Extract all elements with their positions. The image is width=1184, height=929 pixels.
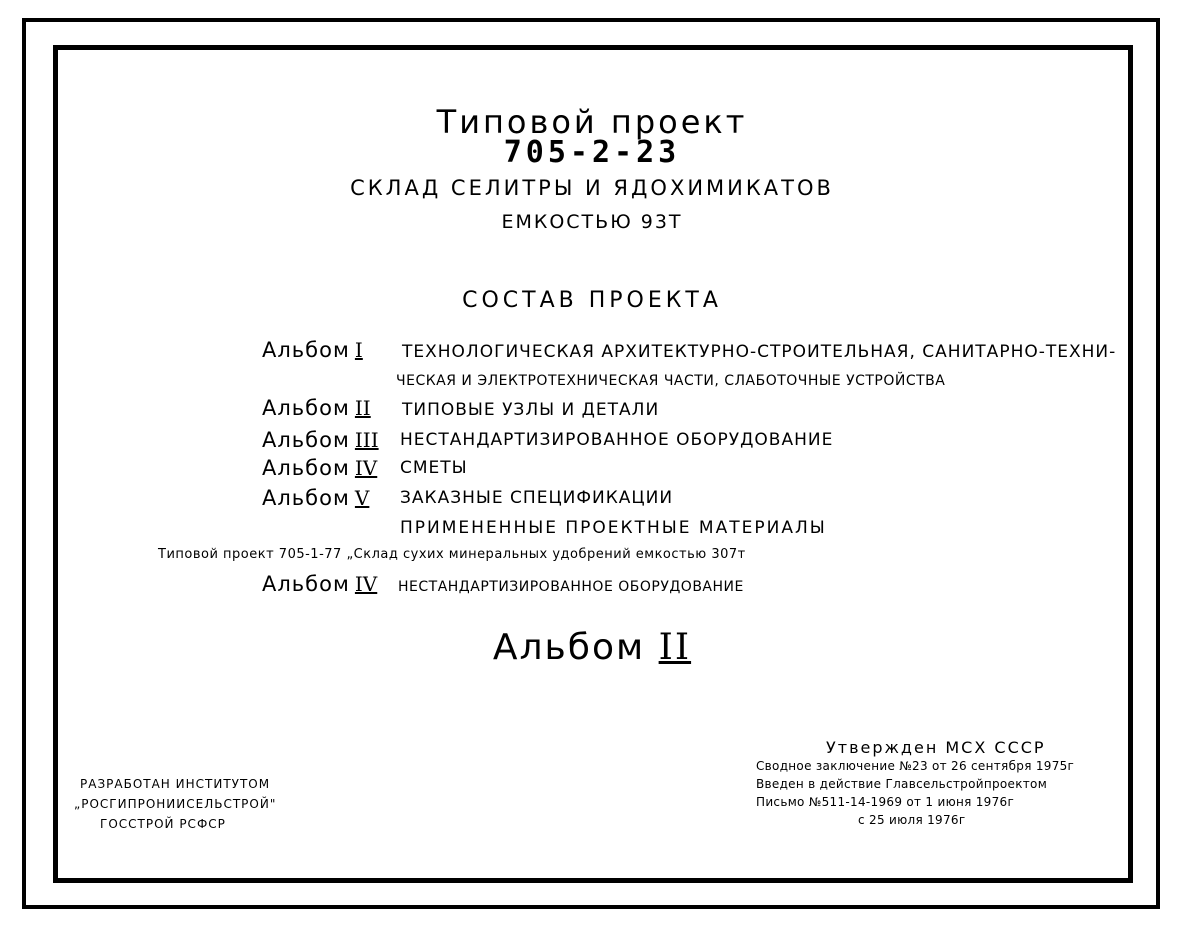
album-label: Альбом	[262, 456, 350, 480]
album-entry-4	[262, 458, 377, 479]
project-capacity: ЕМКОСТЬЮ 93Т	[501, 211, 683, 233]
developer-line-3: ГОССТРОЙ РСФСР	[100, 817, 226, 831]
album-1-description: ТЕХНОЛОГИЧЕСКАЯ АРХИТЕКТУРНО-СТРОИТЕЛЬНАЯ, САНИТАРНО-ТЕХНИ-	[402, 342, 1117, 362]
applied-album-entry	[262, 574, 377, 595]
album-number: IV	[354, 456, 378, 480]
album-1-description-cont: ЧЕСКАЯ И ЭЛЕКТРОТЕХНИЧЕСКАЯ ЧАСТИ, СЛАБОТОЧНЫЕ УСТРОЙСТВА	[396, 373, 946, 389]
current-album-number: II	[658, 627, 692, 668]
album-number: III	[354, 428, 379, 452]
approval-line-4: с 25 июля 1976г	[858, 813, 966, 827]
album-number: V	[354, 486, 370, 510]
approval-line-3: Письмо №511-14-1969 от 1 июня 1976г	[756, 795, 1015, 809]
applied-project-reference: Типовой проект 705-1-77 „Склад сухих минеральных удобрений емкостью 307т	[158, 547, 746, 562]
project-name: СКЛАД СЕЛИТРЫ И ЯДОХИМИКАТОВ	[350, 176, 834, 200]
current-album-label: Альбом	[492, 627, 646, 668]
album-label: Альбом	[262, 396, 350, 420]
album-entry-5	[262, 488, 369, 509]
inner-frame	[53, 45, 1133, 883]
album-2-description: ТИПОВЫЕ УЗЛЫ И ДЕТАЛИ	[402, 400, 660, 420]
album-number: II	[354, 396, 371, 420]
album-label: Альбом	[262, 338, 350, 362]
album-entry-3	[262, 430, 379, 451]
project-number: 705-2-23	[503, 135, 681, 170]
album-number: IV	[354, 572, 378, 596]
album-label: Альбом	[262, 486, 350, 510]
approval-line-1: Сводное заключение №23 от 26 сентября 1975г	[756, 759, 1075, 773]
composition-heading: СОСТАВ ПРОЕКТА	[462, 288, 722, 313]
developer-line-2: „РОСГИПРОНИИСЕЛЬСТРОЙ"	[74, 797, 277, 811]
applied-materials-heading: ПРИМЕНЕННЫЕ ПРОЕКТНЫЕ МАТЕРИАЛЫ	[400, 518, 827, 538]
applied-album-description: НЕСТАНДАРТИЗИРОВАННОЕ ОБОРУДОВАНИЕ	[398, 579, 744, 595]
album-number: I	[354, 338, 363, 362]
developer-line-1: РАЗРАБОТАН ИНСТИТУТОМ	[80, 777, 271, 791]
album-entry-1	[262, 340, 363, 361]
album-label: Альбом	[262, 428, 350, 452]
album-4-description: СМЕТЫ	[400, 458, 468, 478]
album-entry-2	[262, 398, 371, 419]
approval-title: Утвержден МСХ СССР	[826, 738, 1046, 757]
album-5-description: ЗАКАЗНЫЕ СПЕЦИФИКАЦИИ	[400, 488, 674, 508]
current-album	[0, 627, 1184, 668]
album-label: Альбом	[262, 572, 350, 596]
approval-line-2: Введен в действие Главсельстройпроектом	[756, 777, 1048, 791]
album-3-description: НЕСТАНДАРТИЗИРОВАННОЕ ОБОРУДОВАНИЕ	[400, 430, 834, 450]
project-title: Типовой проект	[436, 103, 748, 141]
